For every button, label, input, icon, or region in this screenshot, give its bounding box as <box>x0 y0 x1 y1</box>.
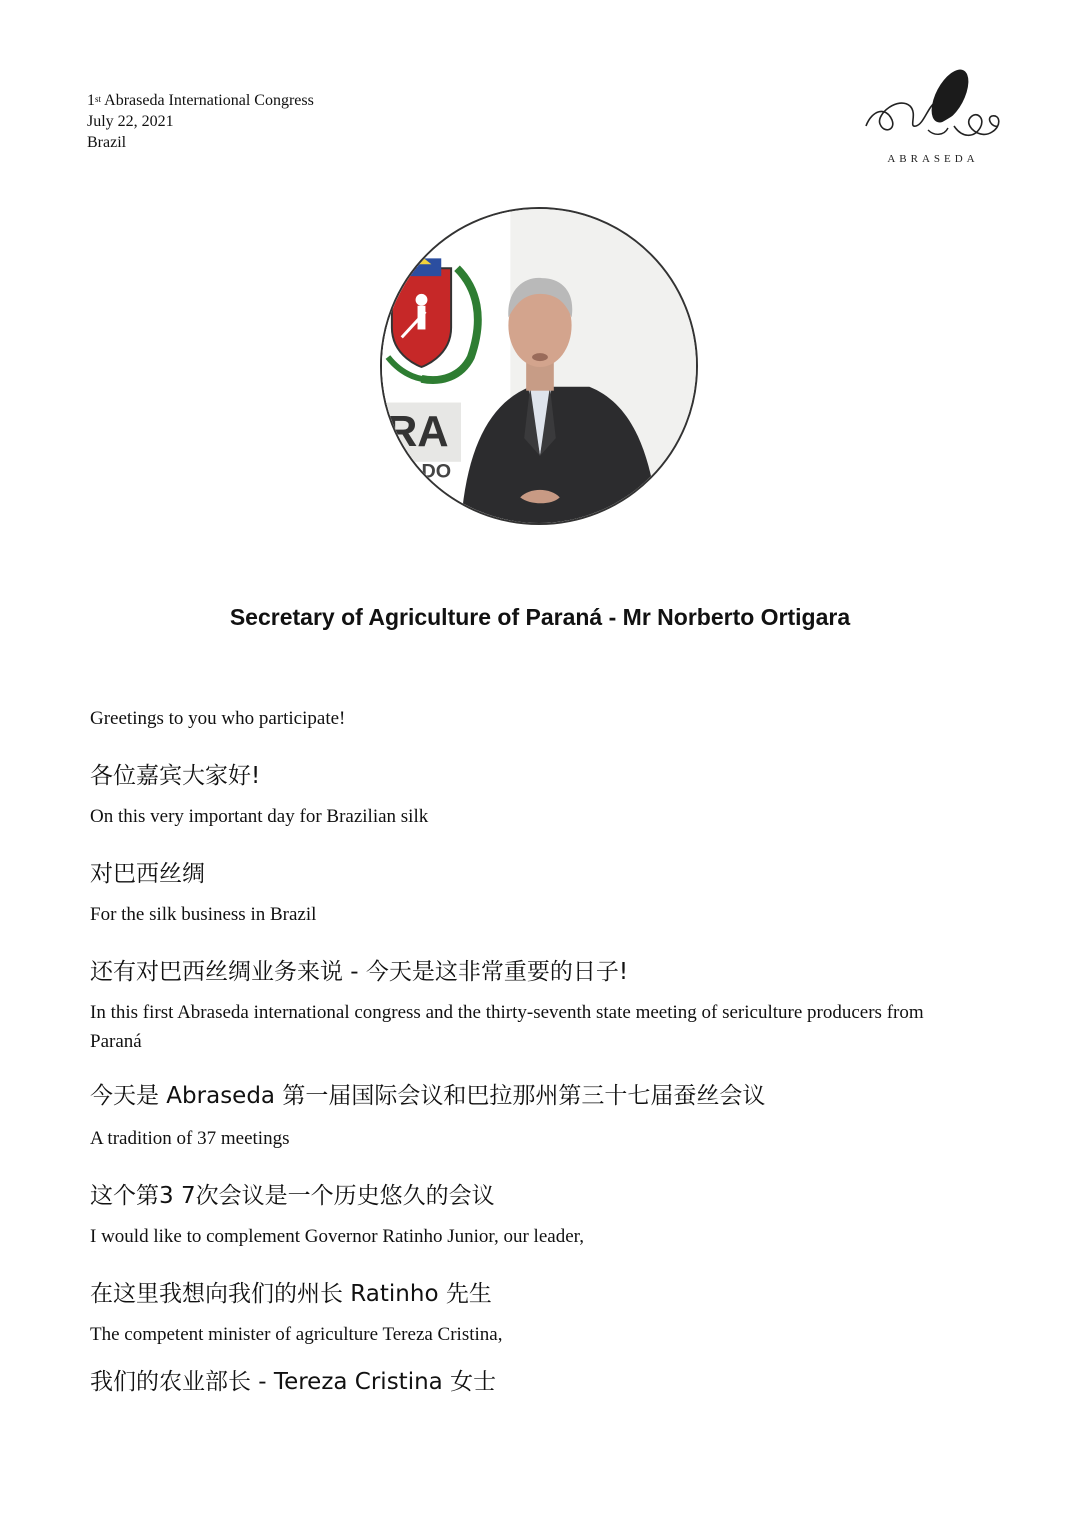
transcript-line-zh: 这个第3 7次会议是一个历史悠久的会议 <box>90 1183 495 1209</box>
congress-name: Abraseda International Congress <box>101 92 314 109</box>
abraseda-logo-icon <box>858 66 1008 150</box>
transcript-line-en: Greetings to you who participate! <box>90 708 346 729</box>
congress-line <box>87 90 314 111</box>
transcript-line-zh: 今天是 Abraseda 第一届国际会议和巴拉那州第三十七届蚕丝会议 <box>90 1083 766 1109</box>
abraseda-logo <box>858 66 1008 170</box>
transcript-line-zh: 各位嘉宾大家好! <box>90 763 261 789</box>
svg-text:DO: DO <box>421 460 452 483</box>
congress-location: Brazil <box>87 134 127 151</box>
transcript-line-zh: 对巴西丝绸 <box>90 861 205 887</box>
transcript-line-en: For the silk business in Brazil <box>90 904 317 925</box>
transcript-line-zh: 我们的农业部长 - Tereza Cristina 女士 <box>90 1369 497 1395</box>
logo-wordmark: ABRASEDA <box>887 153 979 165</box>
document-header <box>87 90 314 153</box>
transcript-line-zh: 在这里我想向我们的州长 Ratinho 先生 <box>90 1281 492 1307</box>
speaker-portrait-icon <box>382 209 696 523</box>
speaker-title: Secretary of Agriculture of Paraná - Mr Norberto Ortigara <box>229 604 851 630</box>
transcript <box>90 700 930 1398</box>
speaker-portrait <box>380 207 698 525</box>
transcript-line-en: I would like to complement Governor Ratinho Junior, our leader, <box>90 1226 584 1247</box>
congress-ordinal-suffix: st <box>95 94 102 104</box>
transcript-line-zh: 还有对巴西丝绸业务来说 - 今天是这非常重要的日子! <box>90 959 629 985</box>
svg-text:RA: RA <box>385 407 449 456</box>
transcript-line-en: The competent minister of agriculture Tereza Cristina, <box>90 1324 503 1345</box>
congress-date: July 22, 2021 <box>87 113 174 130</box>
transcript-line-en: In this first Abraseda international congress and the thirty-seventh state meeting of sericulture producers from Paraná <box>90 1002 924 1052</box>
congress-ordinal: 1 <box>87 92 95 109</box>
transcript-line-en: A tradition of 37 meetings <box>90 1128 290 1149</box>
transcript-line-en: On this very important day for Brazilian silk <box>90 806 429 827</box>
